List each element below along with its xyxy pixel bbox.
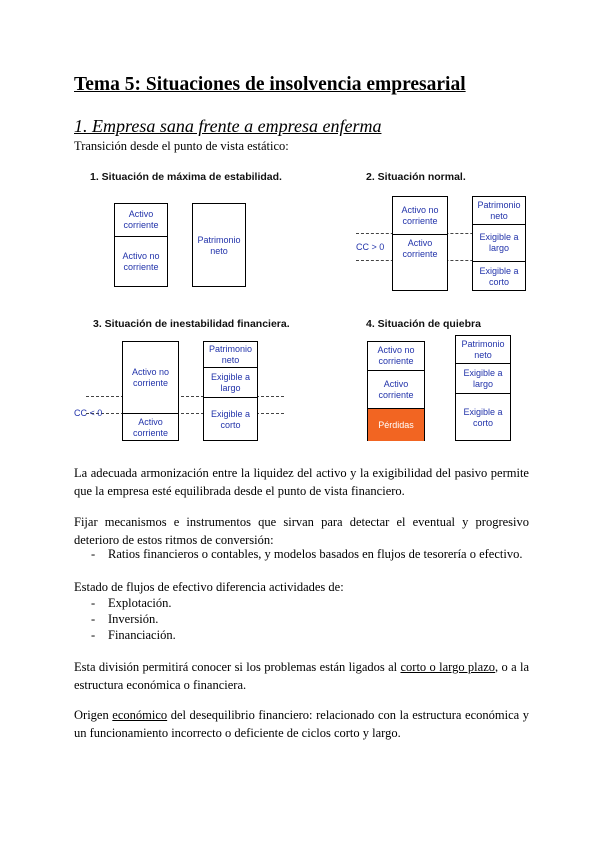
bullet-mark: - [91, 547, 96, 561]
liability-column [192, 203, 246, 287]
liability-cell: Patrimonio neto [197, 234, 241, 256]
diagram-title: 3. Situación de inestabilidad financiera. [93, 318, 290, 330]
asset-column [392, 196, 448, 291]
losses-cell: Pérdidas [368, 408, 424, 441]
diagram-title: 4. Situación de quiebra [366, 318, 481, 330]
list-item-text: Explotación. [108, 596, 172, 610]
bullet-mark: - [91, 596, 96, 610]
working-capital-label: CC > 0 [356, 242, 385, 252]
asset-cell: Activo no corriente [377, 345, 415, 366]
liability-cell: Patrimonio neto [477, 199, 521, 221]
asset-cell: Activo corriente [123, 209, 159, 230]
page-title: Tema 5: Situaciones de insolvencia empresarial [74, 74, 466, 95]
paragraph-text: Origen [74, 708, 113, 722]
liability-cell: Patrimonio neto [461, 338, 505, 360]
asset-column [114, 203, 168, 287]
liability-cell: Patrimonio neto [208, 343, 253, 365]
liability-cell: Exigible a largo [473, 224, 525, 261]
section-title: 1. Empresa sana frente a empresa enferma [74, 116, 382, 136]
liability-column [455, 335, 511, 441]
list-item [91, 545, 522, 563]
asset-column [367, 341, 425, 441]
paragraph [74, 658, 529, 694]
paragraph-text: del desequilibrio financiero: relacionado con la estructura económica y un funcionamiento incorrecto o deficiente de ciclos corto y largo. [74, 708, 529, 740]
asset-cell: Activo no corriente [115, 236, 167, 287]
paragraph [74, 706, 529, 742]
underlined-term: económico [112, 708, 168, 722]
bullet-mark: - [91, 628, 96, 642]
working-capital-label: CC < 0 [74, 408, 103, 418]
liability-cell: Exigible a largo [456, 363, 510, 393]
list-item-text: Ratios financieros o contables, y modelos basados en flujos de tesorería o efectivo. [108, 547, 523, 561]
liability-column [203, 341, 258, 441]
paragraph: Estado de flujos de efectivo diferencia actividades de: [74, 580, 344, 594]
underlined-term: corto o largo plazo [400, 660, 495, 674]
list-item-text: Financiación. [108, 628, 176, 642]
paragraph: La adecuada armonización entre la liquidez del activo y la exigibilidad del pasivo permite que la empresa esté equilibrada desde el punto de vista financiero. [74, 466, 529, 498]
liability-cell: Exigible a largo [204, 367, 257, 397]
asset-column [122, 341, 179, 441]
asset-cell: Activo corriente [368, 370, 424, 408]
bullet-mark: - [91, 612, 96, 626]
liability-cell: Exigible a corto [456, 393, 510, 441]
asset-cell: Activo corriente [123, 413, 178, 441]
asset-cell: Activo corriente [393, 234, 447, 263]
diagram-title: 2. Situación normal. [366, 171, 466, 183]
liability-cell: Exigible a corto [204, 397, 257, 441]
liability-column [472, 196, 526, 291]
list-item [91, 626, 176, 644]
intro-text: Transición desde el punto de vista estático: [74, 139, 289, 153]
paragraph-text: Esta división permitirá conocer si los problemas están ligados al [74, 660, 401, 674]
asset-cell: Activo no corriente [131, 366, 170, 388]
diagram-title: 1. Situación de máxima de estabilidad. [90, 171, 282, 183]
paragraph: Fijar mecanismos e instrumentos que sirvan para detectar el eventual y progresivo deterioro de estos ritmos de conversión: [74, 515, 529, 547]
list-item-text: Inversión. [108, 612, 159, 626]
paragraph-text: , o a la estructura económica o financiera. [74, 660, 529, 692]
liability-cell: Exigible a corto [473, 261, 525, 291]
asset-cell: Activo no corriente [401, 204, 439, 226]
